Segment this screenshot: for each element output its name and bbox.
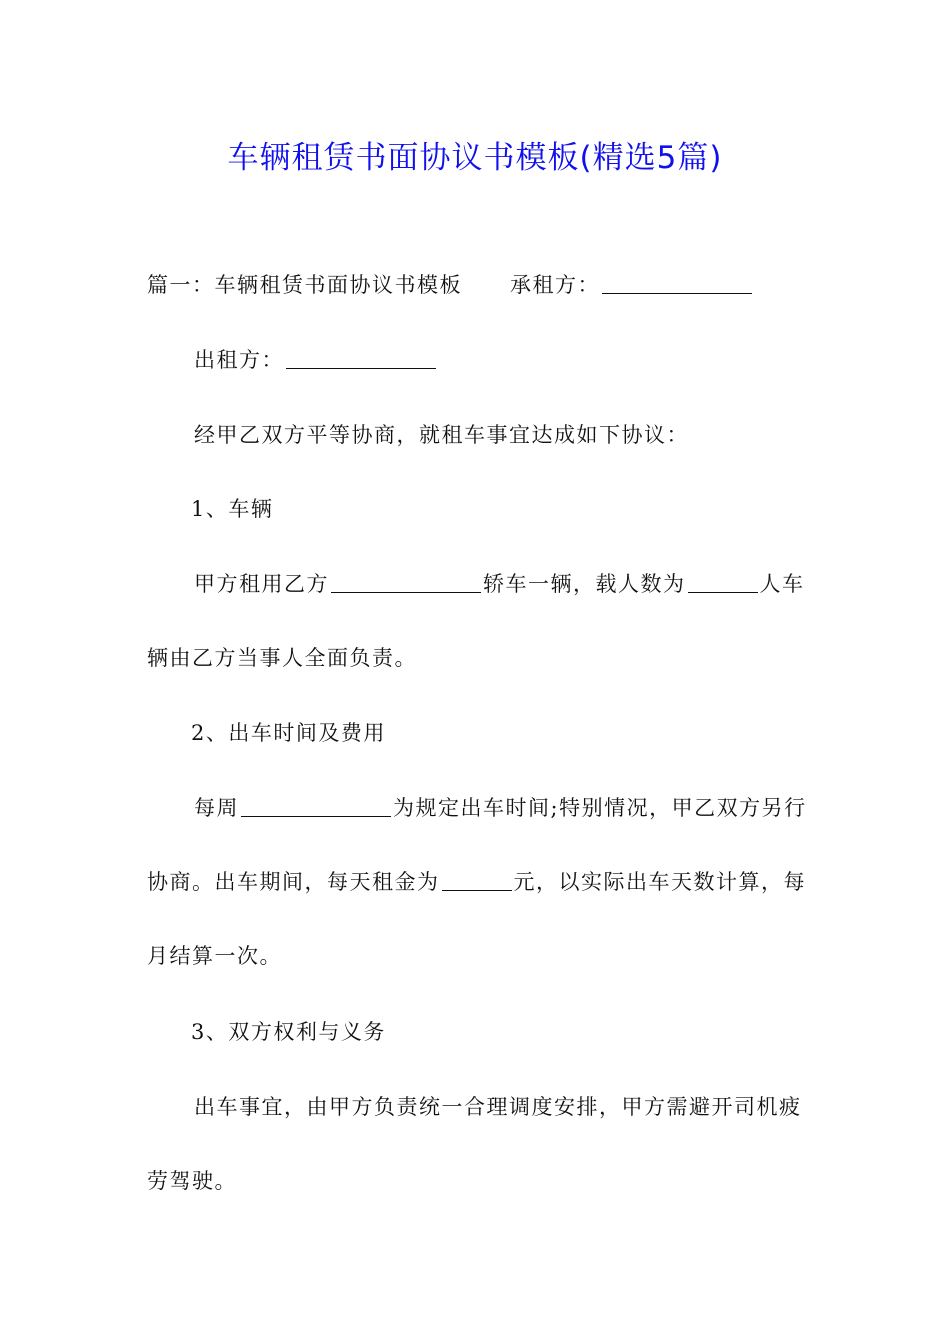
item1-text-a: 甲方租用乙方 [194,572,329,596]
lessor-line [147,323,807,397]
intro-paragraph: 经甲乙双方平等协商，就租车事宜达成如下协议： [194,423,689,447]
document-title: 车辆租赁书面协议书模板(精选5篇) [227,140,723,176]
item1-text-c: 人车辆由乙方当事人全面负责。 [147,572,805,670]
item1-paragraph [147,547,807,695]
passenger-count-blank [688,572,758,593]
item2-text-a: 每周 [194,796,239,820]
item2-text-b: 为规定出车时间;特别情况，甲乙双方另行协商。出车期间，每天租金为 [147,796,807,894]
weekly-schedule-blank [241,796,391,817]
item3-heading: 3、双方权利与义务 [191,1020,386,1044]
lessor-blank [286,348,436,369]
vehicle-model-blank [331,572,481,593]
lessee-blank [602,273,752,294]
lessee-label: 承租方： [510,273,600,297]
item2-text-c: 元，以实际出车天数计算，每月结算一次。 [147,870,806,968]
item2-heading: 2、出车时间及费用 [191,721,386,745]
section1-heading-line [147,248,807,322]
item1-text-b: 轿车一辆，载人数为 [483,572,686,596]
daily-rent-blank [442,870,512,891]
lessor-label: 出租方： [194,348,284,372]
item1-heading: 1、车辆 [191,497,274,521]
item2-paragraph [147,771,807,993]
item3-paragraph: 出车事宜，由甲方负责统一合理调度安排，甲方需避开司机疲劳驾驶。 [147,1095,802,1193]
section1-heading: 篇一：车辆租赁书面协议书模板 [147,273,462,297]
